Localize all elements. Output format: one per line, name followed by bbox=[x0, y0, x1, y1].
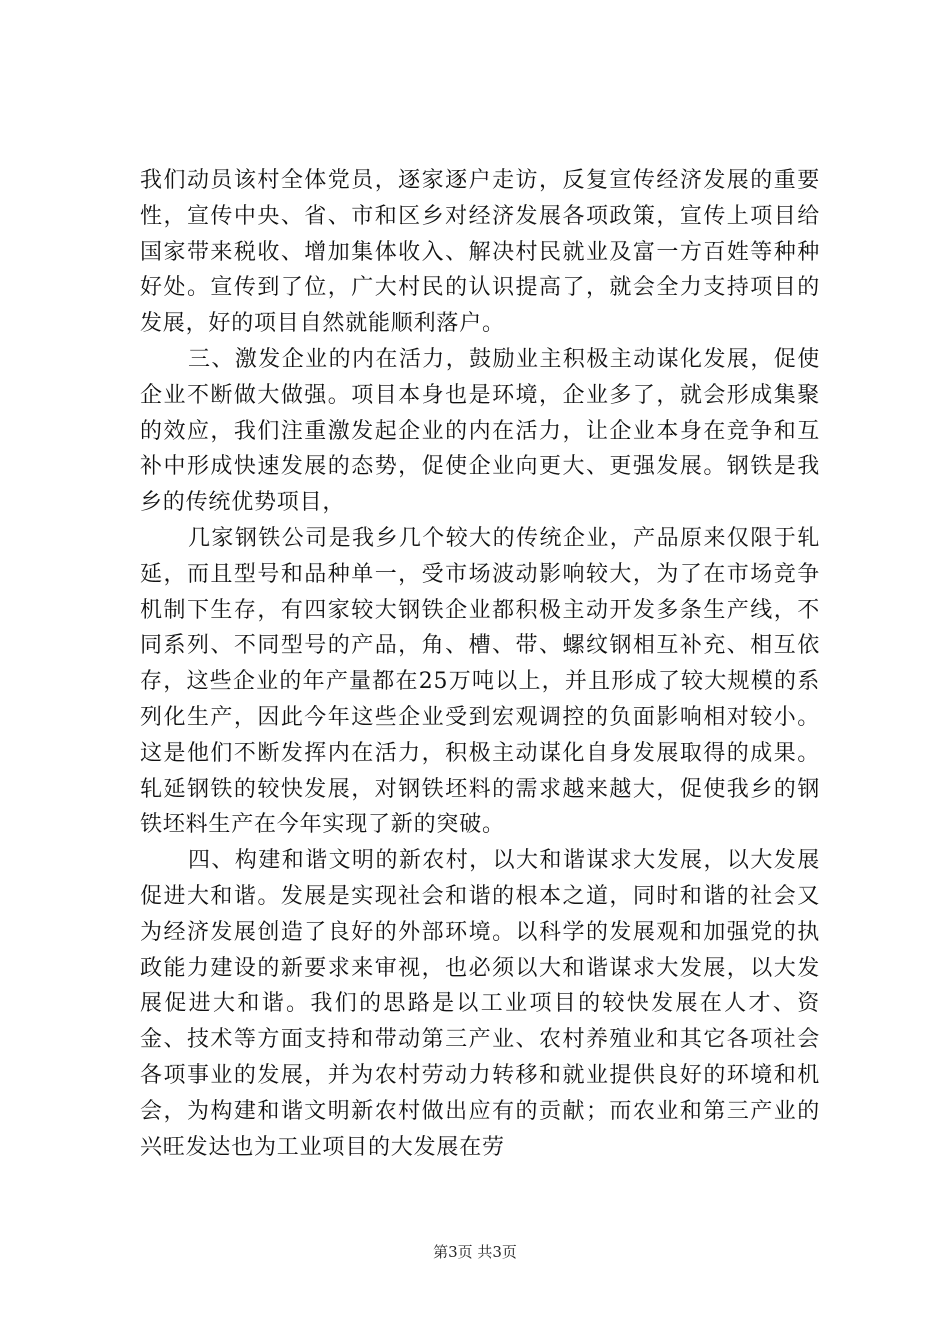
paragraph-steel-companies: 几家钢铁公司是我乡几个较大的传统企业，产品原来仅限于轧延，而且型号和品种单一，受市场波动影响较大，为了在市场竞争机制下生存，有四家较大钢铁企业都积极主动开发多条生产线，不同系列、不同型号的产品，角、槽、带、螺纹钢相互补充、相互依存，这些企业的年产量都在25万吨以上，并且形成了较大规模的系列化生产，因此今年这些企业受到宏观调控的负面影响相对较小。这是他们不断发挥内在活力，积极主动谋化自身发展取得的成果。轧延钢铁的较快发展，对钢铁坯料的需求越来越大，促使我乡的钢铁坯料生产在今年实现了新的突破。 bbox=[140, 525, 820, 838]
page-footer: 第3页 共3页 bbox=[433, 1243, 517, 1261]
document-body bbox=[140, 163, 820, 1165]
paragraph-section-four: 四、构建和谐文明的新农村，以大和谐谋求大发展，以大发展促进大和谐。发展是实现社会和谐的根本之道，同时和谐的社会又为经济发展创造了良好的外部环境。以科学的发展观和加强党的执政能力建设的新要求来审视，也必须以大和谐谋求大发展，以大发展促进大和谐。我们的思路是以工业项目的较快发展在人才、资金、技术等方面支持和带动第三产业、农村养殖业和其它各项社会各项事业的发展，并为农村劳动力转移和就业提供良好的环境和机会，为构建和谐文明新农村做出应有的贡献；而农业和第三产业的兴旺发达也为工业项目的大发展在劳 bbox=[140, 848, 820, 1160]
paragraph-section-three: 三、激发企业的内在活力，鼓励业主积极主动谋化发展，促使企业不断做大做强。项目本身也是环境，企业多了，就会形成集聚的效应，我们注重激发起企业的内在活力，让企业本身在竞争和互补中形成快速发展的态势，促使企业向更大、更强发展。钢铁是我乡的传统优势项目， bbox=[140, 346, 820, 516]
paragraph-continuation: 我们动员该村全体党员，逐家逐户走访，反复宣传经济发展的重要性，宣传中央、省、市和区乡对经济发展各项政策，宣传上项目给国家带来税收、增加集体收入、解决村民就业及富一方百姓等种种好处。宣传到了位，广大村民的认识提高了，就会全力支持项目的发展，好的项目自然就能顺利落户。 bbox=[140, 168, 820, 337]
